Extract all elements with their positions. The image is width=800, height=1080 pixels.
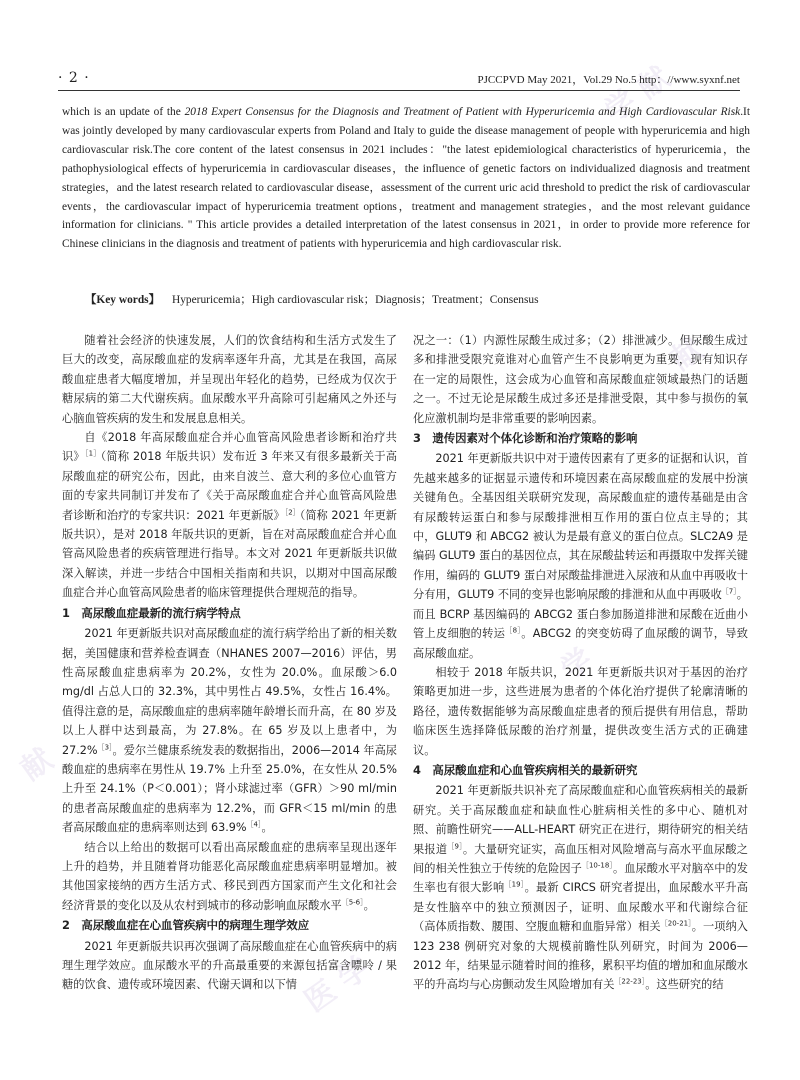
- citation: ［8］: [505, 626, 522, 635]
- right-column: [413, 331, 748, 995]
- citation: ［19］: [504, 880, 525, 889]
- text-run: 。: [261, 821, 273, 835]
- citation: ［4］: [246, 820, 262, 829]
- citation: ［20-21］: [660, 919, 692, 928]
- paragraph: [62, 428, 397, 603]
- section-heading-2: 2 高尿酸血症在心血管疾病中的病理生理学效应: [62, 918, 310, 933]
- text-run: 2021 年更新版共识补充了高尿酸血症和心血管疾病相关的最新研究。关于高尿酸血症和缺血性心脏病相关性的多中心、随机对照、前瞻性研究——ALL-HEART 研究正在进行，期待研究的相关结果报道: [413, 784, 748, 856]
- paragraph: [413, 449, 748, 662]
- header-rule: [58, 90, 740, 91]
- text-run: （简称 2021 年更新版共识），是对 2018 年版共识的更新，旨在对高尿酸血症合并心血管高风险患者的疾病管理进行指导。本文对 2021 年更新版共识做深入解读，并进一步结合中国相关指南和共识，以期对中国高尿酸血症合并心血管高风险患者的临床管理提供合理规范的指导。: [62, 508, 397, 600]
- keywords: [85, 291, 539, 307]
- text-run: 2021 年更新版共识对高尿酸血症的流行病学给出了新的相关数据，美国健康和营养检查调查（NHANES 2007—2016）评估，男性高尿酸血症患病率为 20.2%，女性为 20.0%。血尿酸＞6.0 mg/dl 占总人口的 32.3%，其中男性占 49.5%，女性占 16.4%。值得注意的是，高尿酸血症的患病率随年龄增长而升高，在 80 岁及以上人群中达到最高，为 27.8%。在 65 岁及以上患者中，为 27.2%: [62, 627, 397, 757]
- abstract-lead: which is an update of the: [62, 106, 185, 118]
- citation: ［9］: [447, 841, 463, 850]
- paragraph: [62, 624, 397, 837]
- text-run: 。一项纳入 123 238 例研究对象的大规模前瞻性队列研究，时间为 2006—2012 年，结果显示随着时间的推移，累积平均值的增加和血尿酸水平的升高均与心房颤动发生风险增加有关: [413, 920, 748, 992]
- citation: ［2］: [284, 507, 300, 516]
- keywords-text: Hyperuricemia；High cardiovascular risk；Diagnosis；Treatment；Consensus: [172, 294, 539, 306]
- citation: ［10-18］: [581, 861, 613, 870]
- text-run: 。ABCG2 的突变妨碍了血尿酸的调节，导致高尿酸血症。: [413, 627, 748, 660]
- paragraph: [62, 838, 397, 916]
- watermark: 医 学: [298, 950, 377, 1020]
- text-run: 。爱尔兰健康系统发表的数据指出，2006—2014 年高尿酸血症的患病率在男性从 19.7% 上升至 25.0%，在女性从 20.5% 上升至 24.1%（P＜0.001）；肾小球滤过率（GFR）＞90 ml/min 的患者高尿酸血症的患病率为 12.2%，而 GFR＜15 ml/min 的患者高尿酸血症的患病率则达到 63.9%: [62, 743, 397, 835]
- citation: ［1］: [84, 449, 101, 458]
- text-run: 。大量研究证实，高血压相对风险增高与高水平血尿酸之间的相关性独立于传统的危险因子: [413, 842, 748, 875]
- section-heading-4: 4 高尿酸血症和心血管疾病相关的最新研究: [413, 762, 638, 777]
- paragraph: 随着社会经济的快速发展，人们的饮食结构和生活方式发生了巨大的改变，高尿酸血症的发病率逐年升高，尤其是在我国，高尿酸血症患者大幅度增加，并呈现出年轻化的趋势，已经成为仅次于糖尿病的第二大代谢疾病。血尿酸水平升高除可引起痛风之外还与心脑血管疾病的发生和发展息息相关。: [62, 334, 397, 425]
- watermark: 学 献: [598, 60, 677, 130]
- paragraph: [413, 781, 748, 994]
- section-heading-1: 1 高尿酸血症最新的流行病学特点: [62, 605, 241, 620]
- abstract-italic-title: 2018 Expert Consensus for the Diagnosis and Treatment of Patient with Hyperuricemia and High Cardiovascular Risk: [184, 106, 741, 118]
- journal-header: PJCCPVD May 2021，Vol.29 No.5 http：//www.syxnf.net: [477, 74, 740, 86]
- text-run: （简称 2018 年版共识）发布近 3 年来又有很多最新关于高尿酸血症的研究公布，因此，由来自波兰、意大利的多位心血管方面的专家共同制订并发布了《关于高尿酸血症合并心血管高风险患者诊断和治疗的专家共识：2021 年更新版》: [62, 450, 397, 522]
- citation: ［5-6］: [341, 898, 364, 907]
- text-run: 。: [363, 898, 375, 912]
- paragraph: 况之一：（1）内源性尿酸生成过多；（2）排泄减少。但尿酸生成过多和排泄受限究竟谁对心血管产生不良影响更为重要，现有知识存在一定的局限性，这会成为心血管和高尿酸血症领域最热门的话题之一。不过无论是尿酸生成过多还是排泄受限，其中参与损伤的氧化应激机制均是非常重要的影响因素。: [413, 334, 748, 425]
- citation: ［22-23］: [614, 977, 646, 986]
- watermark: 学: [554, 641, 600, 688]
- keywords-label: 【Key words】: [85, 294, 160, 306]
- paragraph: 2021 年更新版共识再次强调了高尿酸血症在心血管疾病中的病理生理学效应。血尿酸水平的升高最重要的来源包括富含嘌呤 / 果糖的饮食、遗传或环境因素、代谢天调和以下情: [62, 939, 397, 992]
- watermark: 献: [664, 331, 710, 378]
- text-run: 。血尿酸水平对脑卒中的发生率也有很大影响: [413, 861, 748, 895]
- watermark: 献: [14, 741, 60, 788]
- left-column: [62, 331, 397, 995]
- citation: ［3］: [97, 742, 113, 751]
- text-run: 自《2018 年高尿酸血症合并心血管高风险患者诊断和治疗共识》: [62, 431, 397, 464]
- page-number: · 2 ·: [58, 70, 90, 86]
- text-run: 结合以上给出的数据可以看出高尿酸血症的患病率呈现出逐年上升的趋势，并且随着肾功能恶化高尿酸血症患病率明显增加。被其他国家接纳的西方生活方式、移民到西方国家而产生文化和社会经济背景的变化以及从农村到城市的移动影响血尿酸水平: [62, 840, 397, 912]
- paragraph: 相较于 2018 年版共识，2021 年更新版共识对于基因的治疗策略更加进一步，这些进展为患者的个体化治疗提供了轮廓清晰的路径，遗传数据能够为高尿酸血症患者的预后提供有用信息，帮助临床医生选择降低尿酸的治疗剂量，提供改变生活方式的正确建议。: [413, 665, 748, 757]
- text-run: 。而且 BCRP 基因编码的 ABCG2 蛋白参加肠道排泄和尿酸在近曲小管上皮细胞的转运: [413, 588, 748, 641]
- section-heading-3: 3 遗传因素对个体化诊断和治疗策略的影响: [413, 431, 638, 446]
- english-abstract: [62, 103, 750, 254]
- text-run: 。最新 CIRCS 研究者提出，血尿酸水平升高是女性脑卒中的独立预测因子，证明、血尿酸水平和代谢综合征（高体质指数、腰围、空腹血糖和血脂异常）相关: [413, 881, 748, 934]
- citation: ［7］: [721, 587, 737, 596]
- text-run: 。这些研究的结: [645, 978, 724, 992]
- abstract-body: .It was jointly developed by many cardiovascular experts from Poland and Italy to guide the disease management of people with hyperuricemia and high cardiovascular risk.The core content of the latest consensus in 2021 includes："the latest epidemiological characteristics of hyperuricemia，the pathophysiological effects of hyperuricemia in cardiovascular diseases，the influence of genetic factors on individualized diagnosis and treatment strategies，and the latest research related to cardiovascular disease，assessment of the current uric acid threshold to predict the risk of cardiovascular events，the cardiovascular impact of hyperuricemia treatment options，treatment and management strategies，and the most relevant guidance information for clinicians. " This article provides a detailed interpretation of the latest consensus in 2021，in order to provide more reference for Chinese clinicians in the diagnosis and treatment of patients with hyperuricemia and high cardiovascular risk.: [62, 106, 750, 251]
- text-run: 2021 年更新版共识中对于遗传因素有了更多的证据和认识，首先越来越多的证据显示遗传和环境因素在高尿酸血症的发展中扮演关键角色。全基因组关联研究发现，高尿酸血症的遗传基础是由含有尿酸转运蛋白和参与尿酸排泄相互作用的蛋白位点主导的；其中，GLUT9 和 ABCG2 被认为是最有意义的蛋白位点。SLC2A9 是编码 GLUT9 蛋白的基因位点，其在尿酸盐转运和再摄取中发挥关键作用，编码的 GLUT9 蛋白对尿酸盐排泄进入尿液和从血中再吸收十分有用，GLUT9 不同的变异也影响尿酸的排泄和从血中再吸收: [413, 452, 748, 602]
